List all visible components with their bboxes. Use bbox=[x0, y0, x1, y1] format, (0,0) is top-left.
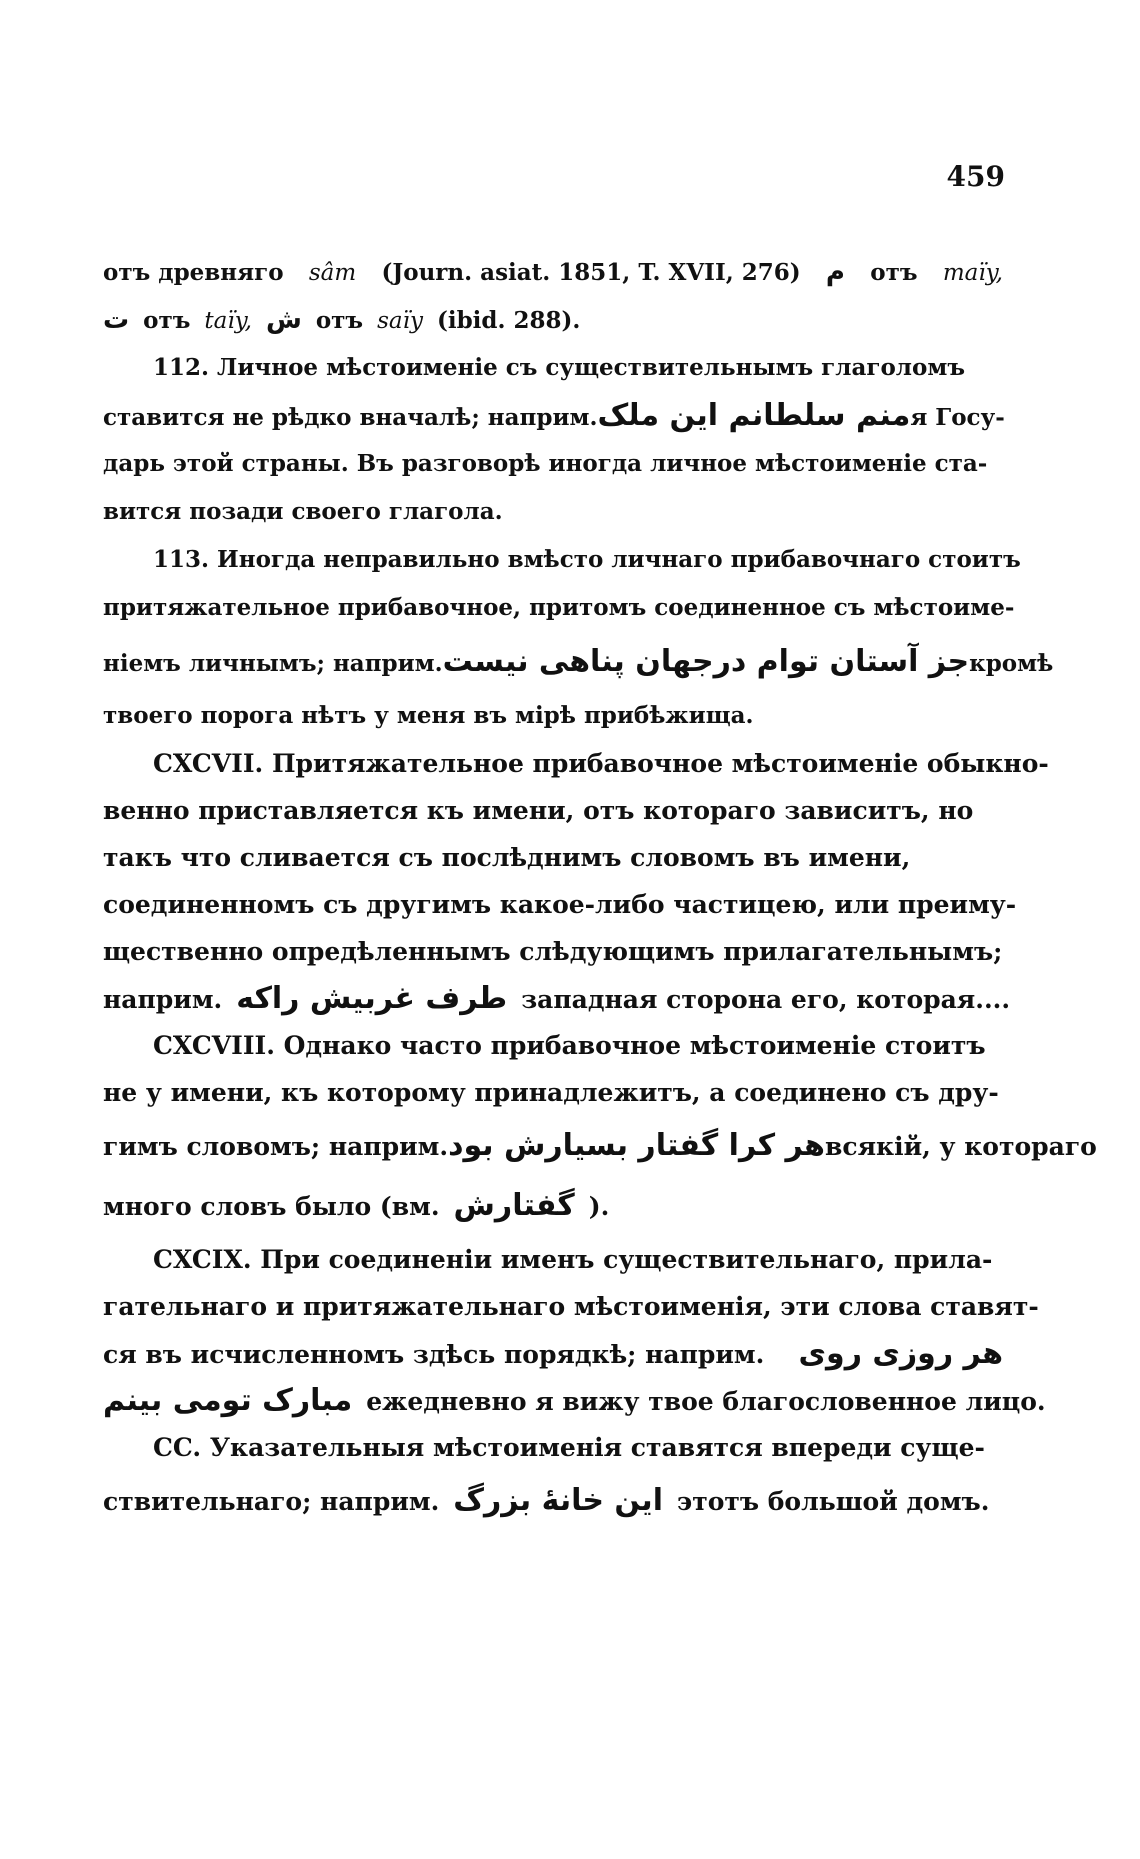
text-line: наприм. طرف غربیش راکه западная сторона его, которая.... bbox=[103, 981, 1011, 1016]
text-line: вится позади своего глагола. bbox=[103, 498, 503, 525]
text-line: щественно опредѣленнымъ слѣдующимъ прилагательнымъ; bbox=[103, 937, 1003, 966]
paragraph-113-line: 113. Иногда неправильно вмѣсто личнаго прибавочнаго стоитъ bbox=[153, 546, 1021, 573]
text-line: не у имени, къ которому принадлежитъ, а соединено съ дру- bbox=[103, 1078, 999, 1107]
text-line: венно приставляется къ имени, отъ котораго зависитъ, но bbox=[103, 796, 974, 825]
text-line: مبارک تومی بینم ежедневно я вижу твое благословенное лицо. bbox=[103, 1383, 1046, 1418]
page-number: 459 bbox=[946, 160, 1005, 193]
text-body bbox=[103, 248, 1097, 1531]
text-line: ніемъ личнымъ; наприм. جز آستان توام درجهان پناهی نیست кромѣ bbox=[103, 644, 1054, 679]
text-line: ﺕ отъ taïy, ﺵ отъ saïy (ibid. 288). bbox=[103, 305, 581, 335]
paragraph-cxcviii-line: CXCVIII. Однако часто прибавочное мѣстоименіе стоитъ bbox=[153, 1031, 986, 1060]
text-line: ся въ исчисленномъ здѣсь порядкѣ; наприм. هر روزی روی bbox=[103, 1336, 1003, 1371]
text-line: такъ что сливается съ послѣднимъ словомъ въ имени, bbox=[103, 843, 911, 872]
text-line: дарь этой страны. Въ разговорѣ иногда личное мѣстоименіе ста- bbox=[103, 450, 988, 477]
text-line: много словъ было (вм. گفتارش ). bbox=[103, 1188, 610, 1223]
text-line: твоего порога нѣтъ у меня въ мірѣ прибѣжища. bbox=[103, 702, 754, 729]
text-line: гательнаго и притяжательнаго мѣстоименія, эти слова ставят- bbox=[103, 1292, 1039, 1321]
text-line: соединенномъ съ другимъ какое-либо частицею, или преиму- bbox=[103, 890, 1017, 919]
text-line: гимъ словомъ; наприм. هر کرا گفتار بسیارش بود всякій, у котораго bbox=[103, 1128, 1097, 1163]
text-line: притяжательное прибавочное, притомъ соединенное съ мѣстоиме- bbox=[103, 594, 1015, 621]
paragraph-cc-line: CC. Указательныя мѣстоименія ставятся впереди суще- bbox=[153, 1433, 985, 1462]
text-line: отъ древняго sâm (Journ. asiat. 1851, T. XVII, 276) ﻡ отъ maïy, bbox=[103, 257, 1003, 287]
paragraph-cxcvii-line: CXCVII. Притяжательное прибавочное мѣстоименіе обыкно- bbox=[153, 749, 1049, 778]
paragraph-112-line: 112. Личное мѣстоименіе съ существительнымъ глаголомъ bbox=[153, 354, 965, 381]
text-line: ставится не рѣдко вначалѣ; наприм. منم سلطانم این ملک я Госу- bbox=[103, 398, 1005, 433]
paragraph-cxcix-line: CXCIX. При соединеніи именъ существительнаго, прила- bbox=[153, 1245, 993, 1274]
text-line: ствительнаго; наприм. این خانهٔ بزرگ этотъ большой домъ. bbox=[103, 1483, 990, 1518]
